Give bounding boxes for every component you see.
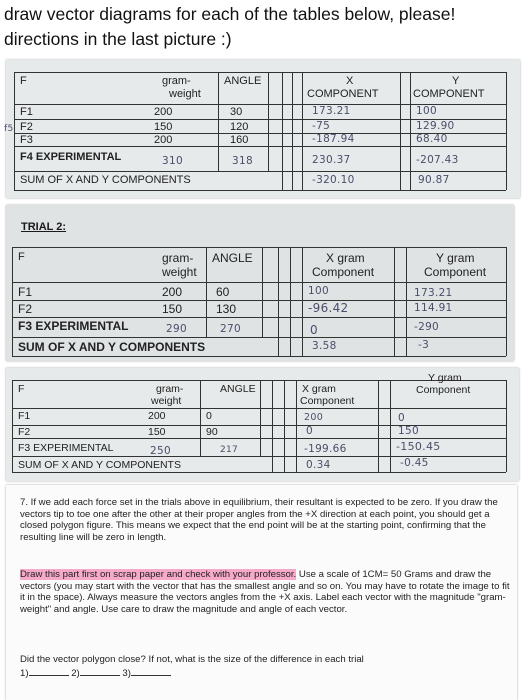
row-f1-x: 200 [304,412,324,423]
row-f2-x: 0 [306,425,313,437]
header-y-component: Component [416,384,471,396]
row-f3-y: 68.40 [416,133,448,145]
directions-paragraph-1: 7. If we add each force set in the trials above in equilibrium, their resultant is expected to be zero. If you draw the vectors tip to toe one after the other at their proper angles from the +X direction at each point, you should get a closed polygon figure. This means we expect that the end point will be at the starting point, confirming that the resulting line will be zero in length. [20,497,498,543]
header-gram: gram- [156,383,184,395]
row-f1-x: 173.21 [312,105,351,117]
header-weight: weight [169,88,201,100]
row-f2-x: -75 [312,120,331,132]
header-x: X gram [326,251,365,265]
row-f3-gram: 250 [150,445,171,457]
directions-photo [6,485,517,700]
row-f2-gram: 150 [154,121,173,133]
table-photo-3 [6,368,519,481]
row-f3-x: 0 [310,323,318,337]
header-f: F [18,383,25,395]
row-f1-gram: 200 [154,106,173,118]
margin-mark: f5 [4,124,14,134]
header-gram: gram- [162,75,191,87]
row-f1-y: 100 [416,105,437,117]
row-f3-y: -150.45 [396,440,441,453]
header-angle: ANGLE [224,75,262,87]
row-f3-label: F3 [20,134,33,146]
sum-label: SUM OF X AND Y COMPONENTS [18,459,181,471]
header-f: F [18,251,25,263]
row-f2-label: F2 [18,426,31,438]
row-f3-x: -187.94 [312,133,355,145]
trial-2-heading: TRIAL 2: [21,221,67,233]
row-f2-y: 129.90 [416,120,455,132]
row-f1-gram: 200 [162,285,183,299]
row-f1-label: F1 [20,106,33,118]
row-f1-label: F1 [18,285,33,299]
sum-x: 3.58 [312,340,337,352]
blank-2-label: 2) [71,668,80,679]
directions-question: Did the vector polygon close? If not, what is the size of the difference in each trial [20,654,364,665]
row-f2-y: 150 [398,425,419,437]
row-f1-angle: 0 [206,410,212,422]
row-f2-label: F2 [20,121,33,133]
row-f1-gram: 200 [148,410,166,422]
row-f3-gram: 200 [154,134,173,146]
row-f2-x: -96.42 [308,301,349,315]
row-f2-gram: 150 [148,426,166,438]
directions-paragraph-2 [20,569,510,615]
sum-x: 0.34 [306,459,331,471]
header-angle: ANGLE [212,251,253,265]
row-f3-angle: 160 [230,134,249,146]
highlighted-instruction: Draw this part first on scrap paper and check with your professor. [20,569,297,580]
row-f3-angle: 270 [220,323,241,335]
question-title: draw vector diagrams for each of the tables below, please! directions in the last picture :) [4,4,456,49]
vector-table-2 [6,205,514,361]
row-f2-label: F2 [18,302,33,316]
header-weight: weight [151,395,182,407]
header-f: F [20,75,27,87]
header-x-component: COMPONENT [307,88,379,100]
row-f1-x: 100 [308,285,329,297]
row-f1-angle: 60 [216,285,230,299]
sum-label: SUM OF X AND Y COMPONENTS [20,174,191,186]
header-x: X gram [302,383,336,395]
blank-1-label: 1) [20,668,29,679]
table-photo-2 [6,205,514,361]
header-y-component: COMPONENT [413,88,485,100]
row-f4-y: -207.43 [416,154,459,166]
sum-y: 90.87 [418,174,450,186]
header-x-component: Component [312,265,375,279]
row-f1-y: 0 [398,412,405,424]
header-y: Y gram [428,372,462,384]
row-f4-angle: 318 [232,155,253,167]
row-f2-angle: 130 [216,302,237,316]
row-f3-label: F3 EXPERIMENTAL [18,319,129,333]
row-f1-label: F1 [18,410,31,422]
header-y: Y [452,75,460,87]
row-f3-gram: 290 [166,323,187,335]
row-f2-gram: 150 [162,302,183,316]
sum-label: SUM OF X AND Y COMPONENTS [18,340,206,354]
header-y: Y gram [436,251,475,265]
row-f3-y: -290 [414,321,440,333]
row-f3-angle: 217 [220,445,239,455]
header-gram: gram- [162,251,194,265]
table-photo-1 [6,60,520,198]
directions-scale-text: Use a scale of 1CM= 50 Grams and draw the vectors (you may start with the vector that has the smallest angle and so on. You may have to rotate the image to fit it in the space). Always measure the vectors angles from the +X axis. Label each vector with the magnitude "gram-weight" and angle. Use care to draw the magnitude and angle of each vector. [20,569,510,615]
row-f2-y: 114.91 [414,302,453,314]
row-f4-gram: 310 [162,155,183,167]
vector-table-1 [6,60,520,198]
header-angle: ANGLE [220,383,256,395]
header-x: X [346,75,354,87]
row-f1-y: 173.21 [414,287,453,299]
answer-blank-2[interactable] [80,666,120,676]
header-x-component: Component [300,395,355,407]
sum-y: -0.45 [400,457,429,469]
row-f4-label: F4 EXPERIMENTAL [20,151,122,163]
vector-table-3 [6,368,519,481]
sum-y: -3 [418,339,430,351]
blank-3-label: 3) [122,668,131,679]
row-f3-label: F3 EXPERIMENTAL [18,442,114,454]
row-f2-angle: 120 [230,121,249,133]
row-f2-angle: 90 [206,426,218,438]
answer-blank-1[interactable] [29,666,69,676]
answer-blank-3[interactable] [131,666,171,676]
answer-blanks [20,666,510,680]
row-f3-x: -199.66 [304,443,347,455]
sum-x: -320.10 [312,174,355,186]
row-f4-x: 230.37 [312,154,351,166]
row-f1-angle: 30 [230,106,243,118]
header-y-component: Component [424,265,487,279]
header-weight: weight [162,265,197,279]
